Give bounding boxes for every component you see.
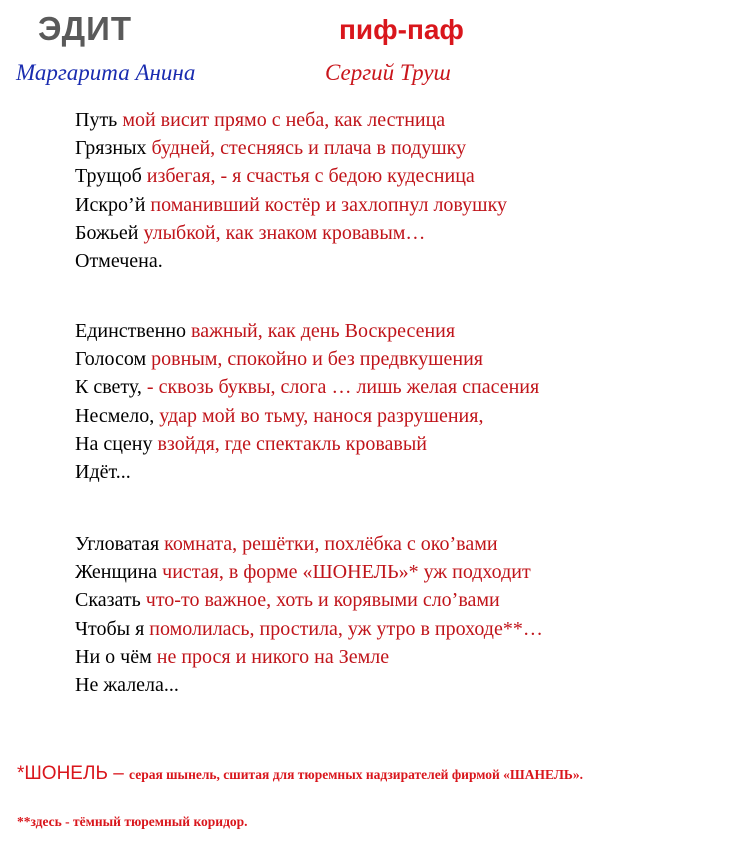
footnote-corridor: **здесь - тёмный тюремный коридор. <box>17 814 248 829</box>
poem-line <box>75 317 539 345</box>
edith-part: Ни о чём <box>75 645 157 668</box>
author-sergiy-trush: Сергий Труш <box>325 60 451 85</box>
poem-line <box>75 402 539 430</box>
edith-part: Грязных <box>75 137 152 160</box>
piaf-part: улыбкой, как знаком кровавым… <box>143 221 426 244</box>
poem-line <box>75 247 507 275</box>
footnote-shonel <box>17 763 583 785</box>
poem-line <box>75 558 543 586</box>
poem-line <box>75 671 543 699</box>
piaf-part: - сквозь буквы, слога … лишь желая спасения <box>146 376 540 399</box>
footnote-shonel-text: серая шынель, сшитая для тюремных надзирателей фирмой «ШАНЕЛЬ». <box>129 767 583 782</box>
poem-line <box>75 191 507 219</box>
poem-line <box>75 615 543 643</box>
edith-part: Чтобы я <box>75 617 150 640</box>
edith-part: К свету, <box>75 376 147 399</box>
poem-line <box>75 430 539 458</box>
edith-part: Несмело, <box>75 404 160 427</box>
piaf-part: комната, решётки, похлёбка с око’вами <box>164 533 498 555</box>
piaf-part: поманивший костёр и захлопнул ловушку <box>150 193 508 216</box>
edith-part: Трущоб <box>75 165 147 188</box>
poem-line <box>75 373 539 401</box>
piaf-part: что-то важное, хоть и корявыми сло’вами <box>145 589 500 612</box>
poem-line <box>75 586 543 614</box>
edith-part: Единственно <box>75 320 192 342</box>
edith-part: Сказать <box>75 589 146 612</box>
edith-part: Путь <box>75 109 123 131</box>
stanza-3 <box>75 530 543 699</box>
edith-part: Голосом <box>75 348 152 371</box>
piaf-part: будней, стесняясь и плача в подушку <box>151 137 467 160</box>
poem-line <box>75 345 539 373</box>
edith-part: Отмечена. <box>75 250 163 273</box>
piaf-part: важный, как день Воскресения <box>191 320 456 342</box>
piaf-part: удар мой во тьму, нанося разрушения, <box>159 404 484 427</box>
piaf-part: взойдя, где спектакль кровавый <box>157 432 427 455</box>
poem-line <box>75 134 507 162</box>
poem-line <box>75 458 539 486</box>
title-edith: ЭДИТ <box>38 10 133 47</box>
stanza-1 <box>75 106 507 275</box>
edith-part: Угловатая <box>75 533 165 555</box>
edith-part: Не жалела... <box>75 674 179 697</box>
piaf-part: чистая, в форме «ШОНЕЛЬ»* уж подходит <box>162 561 531 584</box>
title-piaf: пиф-паф <box>339 14 464 45</box>
piaf-part: избегая, - я счастья с бедою кудесница <box>146 165 475 188</box>
edith-part: На сцену <box>75 432 158 455</box>
piaf-part: не прося и никого на Земле <box>156 645 390 668</box>
piaf-part: помолилась, простила, уж утро в проходе**… <box>149 617 543 640</box>
poem-line <box>75 530 543 558</box>
poem-line <box>75 643 543 671</box>
author-margarita-anina: Маргарита Анина <box>16 60 196 85</box>
edith-part: Женщина <box>75 561 163 584</box>
edith-part: Искро’й <box>75 193 151 216</box>
piaf-part: мой висит прямо с неба, как лестница <box>122 109 446 131</box>
poem-line <box>75 106 507 134</box>
poem-line <box>75 162 507 190</box>
stanza-2 <box>75 317 539 486</box>
poem-line <box>75 219 507 247</box>
edith-part: Идёт... <box>75 461 131 484</box>
piaf-part: ровным, спокойно и без предвкушения <box>151 348 483 371</box>
footnote-shonel-term: *ШОНЕЛЬ – <box>17 763 130 784</box>
edith-part: Божьей <box>75 221 144 244</box>
